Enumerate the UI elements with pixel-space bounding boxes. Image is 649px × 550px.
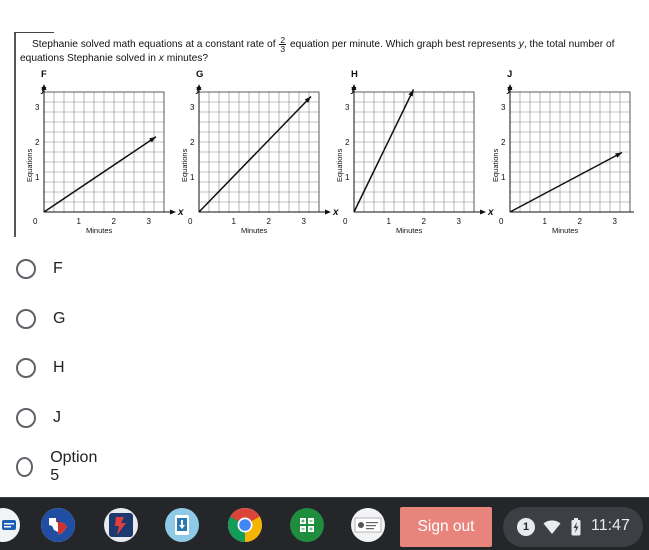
profile-app-icon[interactable]	[351, 508, 385, 542]
x-axis-title-g: Minutes	[241, 226, 268, 235]
fraction-denominator: 3	[280, 44, 286, 54]
y-tick-label-j: 2	[501, 138, 506, 147]
x-axis-arrow-g	[325, 210, 331, 215]
y-tick-label-f: 3	[35, 103, 40, 112]
y-tick-label-g: 2	[190, 138, 195, 147]
status-tray[interactable]	[503, 507, 643, 547]
y-tick-label-h: 1	[345, 173, 350, 182]
x-tick-label-g: 2	[266, 217, 271, 226]
chrome-icon[interactable]	[228, 508, 262, 542]
x-tick-label-g: 3	[301, 217, 306, 226]
x-tick-label-h: 1	[386, 217, 391, 226]
question-image	[14, 32, 634, 237]
x-tick-label-j: 1	[542, 217, 547, 226]
y-tick-label-g: 1	[190, 173, 195, 182]
game-app-icon[interactable]	[104, 508, 138, 542]
graph-label-h: H	[351, 69, 358, 80]
radio-g[interactable]	[16, 309, 36, 329]
notification-badge[interactable]: 1	[517, 518, 535, 536]
y-tick-label-j: 1	[501, 173, 506, 182]
option-f-label: F	[53, 260, 63, 277]
fraction-numerator: 2	[280, 35, 286, 45]
origin-label-g: 0	[188, 217, 193, 226]
origin-label-h: 0	[343, 217, 348, 226]
data-arrow-f	[149, 137, 156, 143]
data-line-f	[44, 137, 156, 212]
battery-charging-icon	[571, 518, 581, 536]
graph-label-g: G	[196, 69, 204, 80]
origin-label-j: 0	[499, 217, 504, 226]
graph-label-f: F	[41, 69, 47, 80]
y-axis-title-f: Equations	[25, 148, 34, 182]
sign-out-button[interactable]: Sign out	[400, 507, 492, 547]
var-x: x	[158, 53, 164, 64]
x-axis-title-j: Minutes	[552, 226, 579, 235]
radio-5[interactable]	[16, 457, 33, 477]
option-5[interactable]	[16, 449, 100, 484]
y-tick-label-h: 2	[345, 138, 350, 147]
question-text-4: minutes?	[166, 53, 209, 64]
x-tick-label-j: 3	[612, 217, 617, 226]
wifi-icon	[543, 519, 561, 535]
graph-x-var-h: x	[488, 207, 494, 218]
x-axis-arrow-f	[170, 210, 176, 215]
option-h-label: H	[53, 359, 65, 376]
question-text-3: , the total number of equations Stephanie solved in	[20, 39, 615, 64]
texas-app-icon[interactable]	[41, 508, 75, 542]
y-axis-title-h: Equations	[335, 148, 344, 182]
graph-y-var-g: y	[196, 84, 202, 94]
origin-label-f: 0	[33, 217, 38, 226]
x-tick-label-f: 2	[111, 217, 116, 226]
x-tick-label-f: 3	[146, 217, 151, 226]
y-axis-title-j: Equations	[491, 148, 500, 182]
data-arrow-j	[615, 153, 622, 158]
question-text-1: Stephanie solved math equations at a constant rate of	[32, 39, 276, 51]
tablet-app-icon[interactable]	[165, 508, 199, 542]
calculator-app-icon[interactable]	[290, 508, 324, 542]
graph-y-var-j: y	[507, 84, 513, 94]
radio-h[interactable]	[16, 358, 36, 378]
graph-x-var-f: x	[178, 207, 184, 218]
option-f[interactable]	[16, 256, 63, 282]
clock: 11:47	[591, 517, 630, 534]
option-g[interactable]	[16, 306, 65, 332]
x-tick-label-g: 1	[231, 217, 236, 226]
data-line-g	[199, 97, 311, 213]
data-arrow-h	[408, 90, 413, 97]
question-text-2: equation per minute. Which graph best represents	[289, 39, 516, 51]
x-tick-label-f: 1	[76, 217, 81, 226]
option-h[interactable]	[16, 355, 65, 381]
answer-graphs	[14, 32, 634, 237]
y-tick-label-g: 3	[190, 103, 195, 112]
graph-y-var-f: y	[41, 84, 47, 94]
option-5-label: Option 5	[50, 449, 98, 484]
y-tick-label-f: 1	[35, 173, 40, 182]
graph-label-j: J	[507, 69, 513, 80]
x-tick-label-h: 2	[421, 217, 426, 226]
graph-y-var-h: y	[351, 84, 357, 94]
y-tick-label-j: 3	[501, 103, 506, 112]
graph-x-var-g: x	[333, 207, 339, 218]
y-tick-label-h: 3	[345, 103, 350, 112]
x-tick-label-h: 3	[456, 217, 461, 226]
option-j[interactable]	[16, 405, 61, 431]
var-y: y	[518, 39, 524, 51]
option-g-label: G	[53, 310, 66, 327]
shelf-divider	[0, 497, 649, 498]
option-j-label: J	[53, 409, 61, 426]
radio-f[interactable]	[16, 259, 36, 279]
y-axis-title-g: Equations	[180, 148, 189, 182]
x-axis-title-f: Minutes	[86, 226, 113, 235]
x-axis-arrow-h	[480, 210, 486, 215]
radio-j[interactable]	[16, 408, 36, 428]
x-axis-title-h: Minutes	[396, 226, 423, 235]
y-tick-label-f: 2	[35, 138, 40, 147]
x-tick-label-j: 2	[577, 217, 582, 226]
